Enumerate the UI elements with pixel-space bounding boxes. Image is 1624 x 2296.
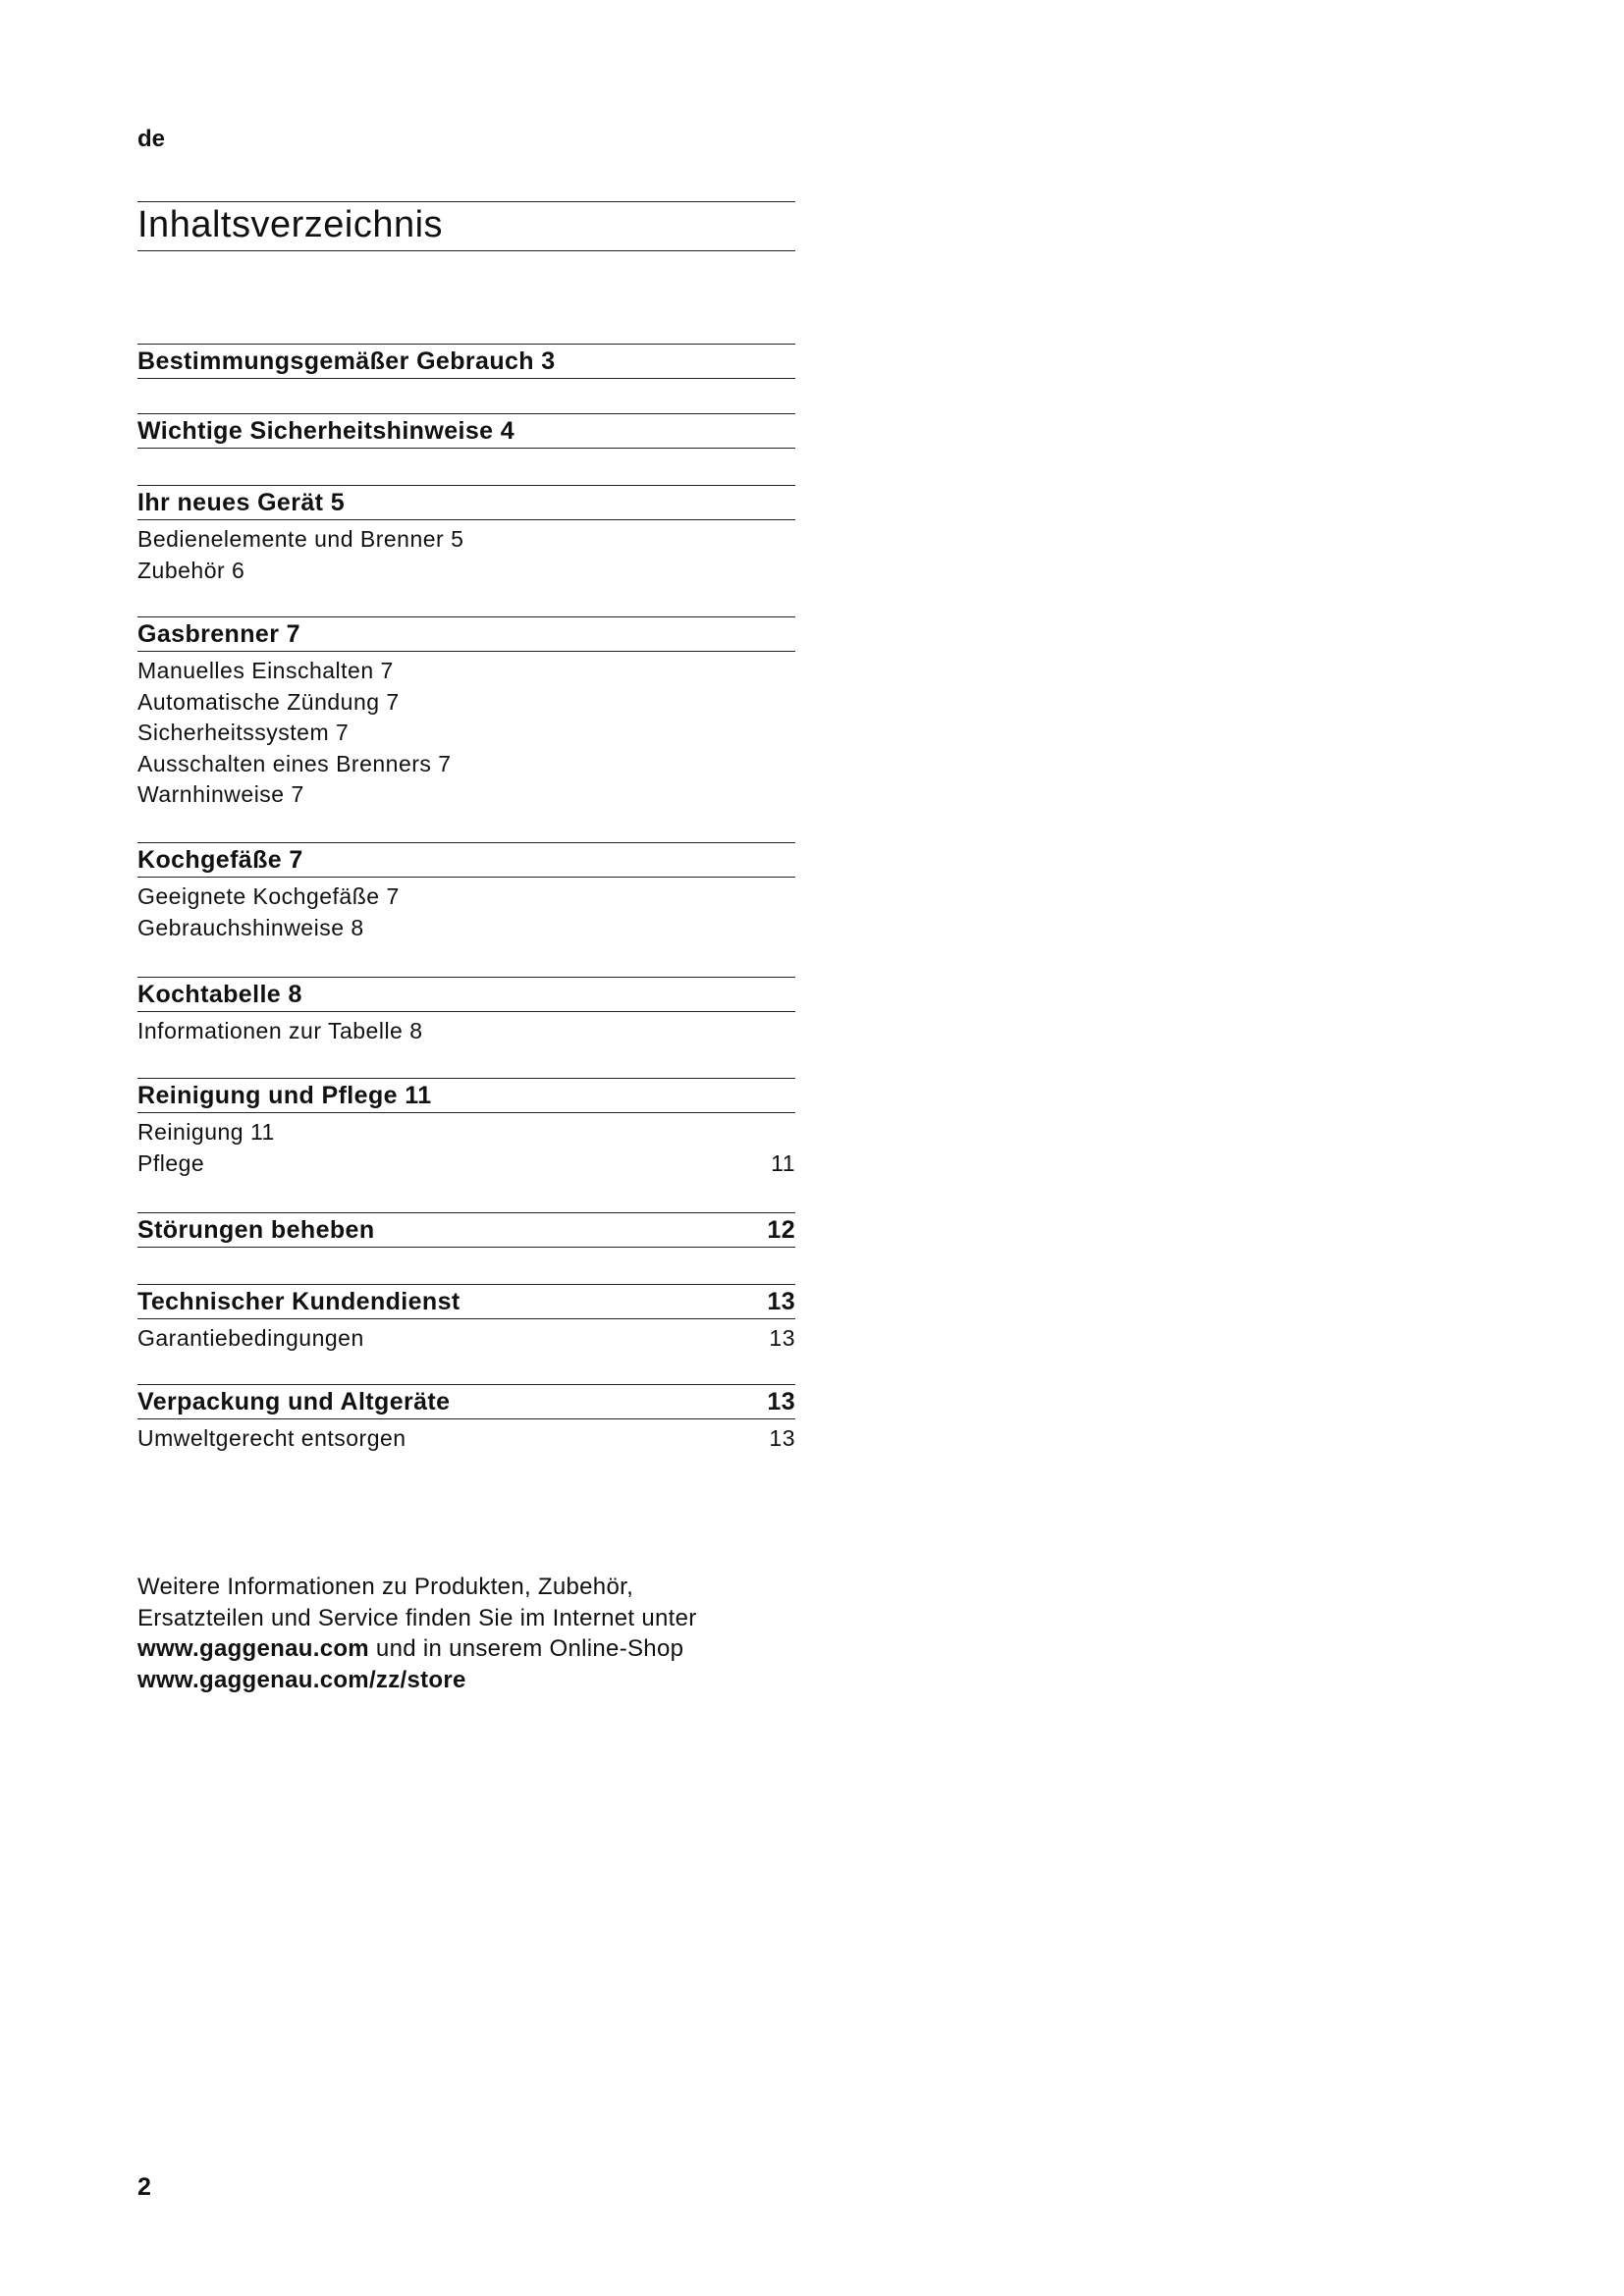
toc-entry-label: Zubehör 6 — [137, 557, 245, 583]
toc-section-title: Gasbrenner 7 — [137, 619, 300, 648]
toc-entry[interactable] — [137, 687, 795, 719]
toc-entry[interactable] — [137, 1323, 795, 1355]
toc-section-title: Ihr neues Gerät 5 — [137, 488, 346, 516]
toc-entry[interactable] — [137, 1117, 795, 1148]
toc-section-heading[interactable] — [137, 1384, 795, 1419]
toc-entry[interactable] — [137, 913, 795, 944]
toc-entry-label: Pflege — [137, 1149, 205, 1176]
toc-entry-label: Manuelles Einschalten 7 — [137, 658, 394, 683]
toc-section — [137, 1384, 795, 1455]
toc-entry-label: Geeignete Kochgefäße 7 — [137, 883, 400, 909]
toc-entry-page: 13 — [769, 1325, 795, 1351]
toc-entry-label: Ausschalten eines Brenners 7 — [137, 750, 452, 776]
toc-section — [137, 1212, 795, 1248]
toc-entry-page: 13 — [769, 1425, 795, 1451]
toc-section-heading[interactable] — [137, 977, 795, 1012]
toc-section-page: 12 — [767, 1215, 795, 1244]
toc-section-heading[interactable] — [137, 1284, 795, 1319]
toc-section-title: Verpackung und Altgeräte — [137, 1387, 451, 1415]
info-line-3-rest: und in unserem Online-Shop — [368, 1635, 684, 1662]
toc-section-title: Kochtabelle 8 — [137, 980, 302, 1008]
toc-section — [137, 977, 795, 1047]
toc-entry[interactable] — [137, 1016, 795, 1047]
toc-section-title: Technischer Kundendienst — [137, 1287, 460, 1315]
toc-entry[interactable] — [137, 779, 795, 811]
toc-section-heading[interactable] — [137, 842, 795, 878]
toc-section-heading[interactable] — [137, 413, 795, 449]
toc-section-heading[interactable] — [137, 1212, 795, 1248]
toc-section — [137, 1284, 795, 1355]
toc-section — [137, 344, 795, 379]
toc-section — [137, 413, 795, 449]
toc-section-title: Störungen beheben — [137, 1215, 375, 1244]
toc-entry-label: Warnhinweise 7 — [137, 781, 304, 807]
toc-entry-label: Sicherheitssystem 7 — [137, 720, 350, 745]
store-link[interactable]: www.gaggenau.com/zz/store — [137, 1666, 466, 1693]
info-line-2: Ersatzteilen und Service finden Sie im Internet unter — [137, 1604, 697, 1631]
toc-entry[interactable] — [137, 1148, 795, 1180]
toc-entry-label: Gebrauchshinweise 8 — [137, 914, 364, 940]
toc-entry[interactable] — [137, 556, 795, 587]
toc-entry[interactable] — [137, 718, 795, 749]
toc-entry[interactable] — [137, 524, 795, 556]
info-line-1: Weitere Informationen zu Produkten, Zubehör, — [137, 1574, 634, 1600]
toc-entry-label: Automatische Zündung 7 — [137, 688, 400, 715]
toc-section-title: Wichtige Sicherheitshinweise 4 — [137, 416, 515, 445]
toc-section-heading[interactable] — [137, 1078, 795, 1113]
toc-section — [137, 485, 795, 586]
page-number: 2 — [137, 2173, 151, 2201]
info-line-3 — [137, 1633, 844, 1665]
language-label: de — [137, 126, 166, 152]
toc-section-page: 13 — [767, 1287, 795, 1315]
toc-section-title: Kochgefäße 7 — [137, 845, 303, 874]
toc-section-heading[interactable] — [137, 485, 795, 520]
toc-entry[interactable] — [137, 1423, 795, 1455]
toc-entry-page: 11 — [771, 1149, 795, 1176]
toc-section — [137, 1078, 795, 1179]
info-line-4 — [137, 1665, 844, 1696]
toc-section-heading[interactable] — [137, 616, 795, 652]
toc-entry-label: Informationen zur Tabelle 8 — [137, 1018, 423, 1043]
info-text — [137, 1572, 844, 1695]
website-link[interactable]: www.gaggenau.com — [137, 1635, 369, 1662]
toc-entry[interactable] — [137, 881, 795, 913]
title-top-rule — [137, 201, 795, 202]
toc-entry-label: Reinigung 11 — [137, 1119, 275, 1145]
toc-section-heading[interactable] — [137, 344, 795, 379]
toc-entry-label: Umweltgerecht entsorgen — [137, 1425, 406, 1451]
toc-section — [137, 616, 795, 811]
toc-section-title: Bestimmungsgemäßer Gebrauch 3 — [137, 347, 556, 375]
toc-entry-label: Bedienelemente und Brenner 5 — [137, 526, 464, 552]
toc-entry[interactable] — [137, 749, 795, 780]
toc-entry[interactable] — [137, 656, 795, 687]
toc-section-title: Reinigung und Pflege 11 — [137, 1081, 432, 1109]
toc-section — [137, 842, 795, 943]
toc-entry-label: Garantiebedingungen — [137, 1325, 364, 1351]
toc-section-page: 13 — [767, 1387, 795, 1415]
page-title: Inhaltsverzeichnis — [137, 204, 444, 245]
title-bottom-rule — [137, 250, 795, 251]
